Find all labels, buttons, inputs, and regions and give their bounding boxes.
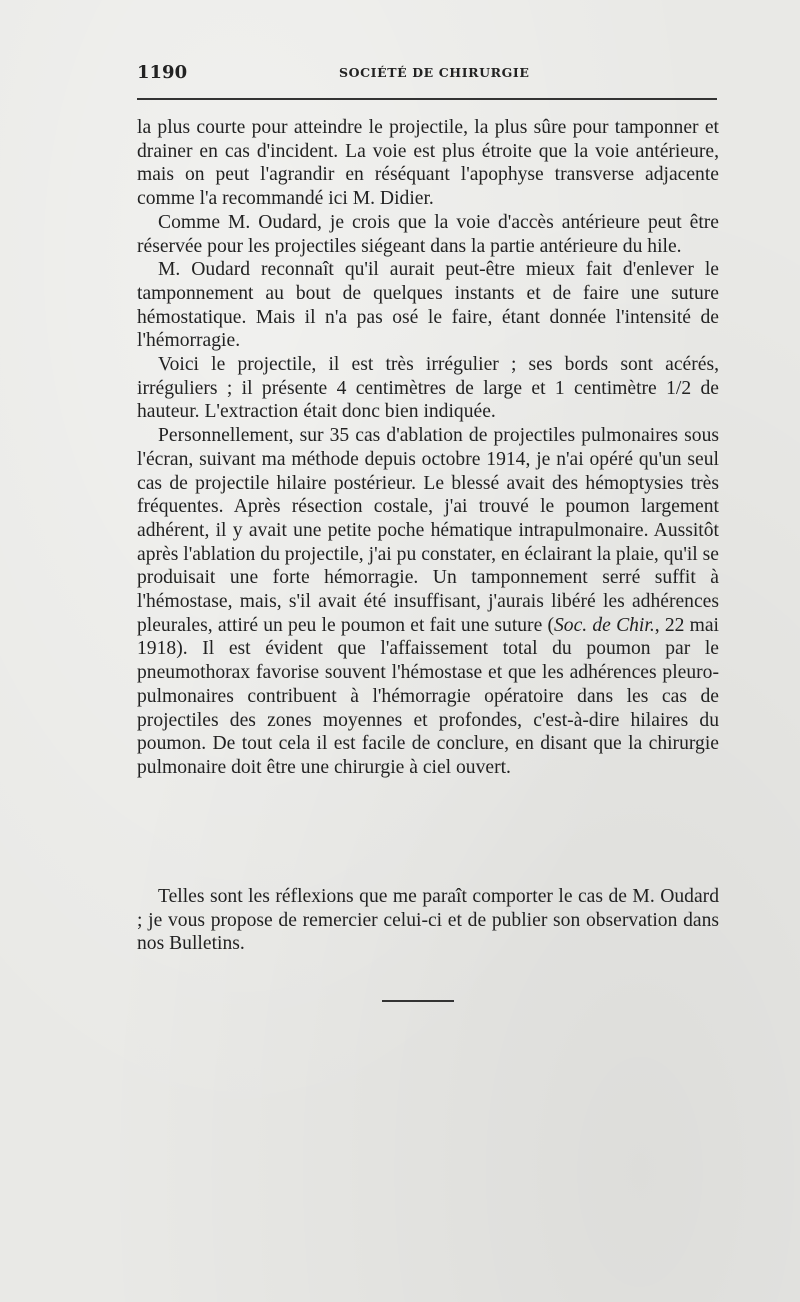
page-number: 1190 (137, 62, 188, 83)
page-header (137, 62, 717, 86)
closing-section (137, 885, 719, 956)
end-rule (382, 1000, 454, 1002)
paragraph-5-part-2: , 22 mai 1918). Il est évident que l'affaissement total du poumon par le pneumothorax favorise souvent l'hémostase et que les adhérences pleuro-pulmonaires contribuent à l'hémorragie opératoire dans les cas de projectiles des zones moyennes et profondes, c'est-à-dire hilaires du poumon. De tout cela il est facile de conclure, en disant que la chirurgie pulmonaire doit être une chirurgie à ciel ouvert. (137, 614, 719, 778)
paragraph-5 (137, 424, 719, 780)
article-body (137, 116, 719, 780)
paragraph-1: la plus courte pour atteindre le projectile, la plus sûre pour tamponner et drainer en cas d'incident. La voie est plus étroite que la voie antérieure, mais on peut l'agrandir en réséquant l'apophyse transverse adjacente comme l'a recommandé ici M. Didier. (137, 117, 719, 210)
paragraph-4: Voici le projectile, il est très irrégulier ; ses bords sont acérés, irréguliers ; il présente 4 centimètres de large et 1 centimètre 1/2 de hauteur. L'extraction était donc bien indiquée. (137, 354, 719, 423)
header-rule (137, 98, 717, 100)
paragraph-5-part-1: Personnellement, sur 35 cas d'ablation de projectiles pulmonaires sous l'écran, suivant ma méthode depuis octobre 1914, je n'ai opéré qu'un seul cas de projectile hilaire postérieur. Le blessé avait des hémoptysies très fréquentes. Après résection costale, j'ai trouvé le poumon largement adhérent, il y avait une petite poche hématique intrapulmonaire. Aussitôt après l'ablation du projectile, j'ai pu constater, en éclairant la plaie, qu'il se produisait une forte hémorragie. Un tamponnement serré suffit à l'hémostase, mais, s'il avait été insuffisant, j'aurais libéré les adhérences pleurales, attiré un peu le poumon et fait une suture ( (137, 425, 719, 636)
citation-journal: Soc. de Chir. (554, 614, 655, 636)
paragraph-3: M. Oudard reconnaît qu'il aurait peut-être mieux fait d'enlever le tamponnement au bout de quelques instants et de faire une suture hémostatique. Mais il n'a pas osé le faire, étant donnée l'intensité de l'hémorragie. (137, 259, 719, 352)
closing-paragraph: Telles sont les réflexions que me paraît comporter le cas de M. Oudard ; je vous propose de remercier celui-ci et de publier son observation dans nos Bulletins. (137, 886, 719, 955)
paragraph-2: Comme M. Oudard, je crois que la voie d'accès antérieure peut être réservée pour les projectiles siégeant dans la partie antérieure du hile. (137, 211, 719, 257)
running-head: SOCIÉTÉ DE CHIRURGIE (339, 65, 530, 80)
